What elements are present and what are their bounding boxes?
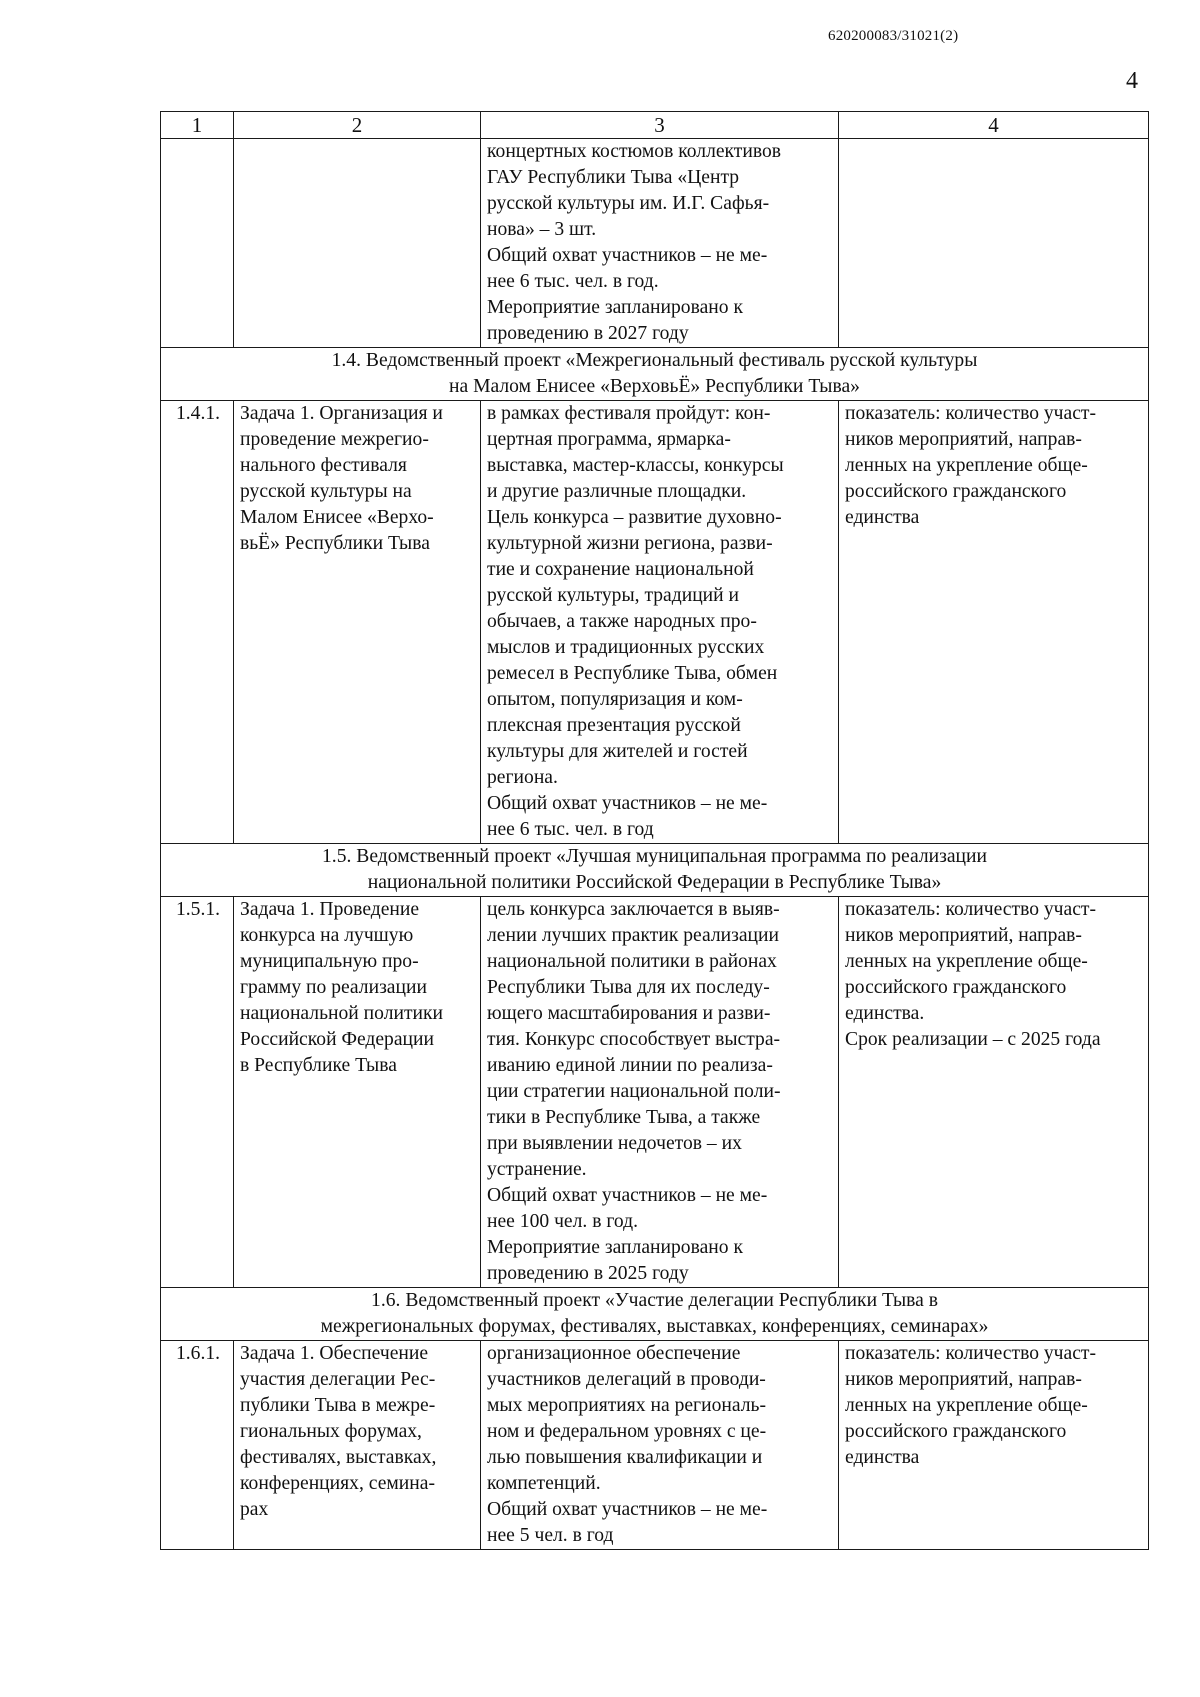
description-cell: в рамках фестиваля пройдут: кон- цертная программа, ярмарка- выставка, мастер-классы, конкурсы и другие различные площадки. Цель конкурса – развитие духовно- культурной жизни региона, разви- тие и сохранение национальной русской культуры, традиций и обычаев, а также народных про- мыслов и традиционных русских ремесел в Республике Тыва, обмен опытом, популяризация и ком- плексная презентация русской культуры для жителей и гостей региона. Общий охват участников – не ме- нее 6 тыс. чел. в год <box>481 401 839 844</box>
section-title-line: на Малом Енисее «ВерховьЁ» Республики Тыва» <box>449 376 860 397</box>
table-row <box>161 139 1149 348</box>
section-header-row <box>161 844 1149 897</box>
indicator-cell: показатель: количество участ- ников мероприятий, направ- ленных на укрепление обще- российского гражданского единства <box>839 1341 1149 1550</box>
task-cell: Задача 1. Обеспечение участия делегации Рес- публики Тыва в межре- гиональных форумах, фестивалях, выставках, конференциях, семина- рах <box>234 1341 481 1550</box>
column-number-2: 2 <box>234 112 481 139</box>
task-cell: Задача 1. Организация и проведение межрегио- нального фестиваля русской культуры на Малом Енисее «Верхо- вьЁ» Республики Тыва <box>234 401 481 844</box>
section-header-row <box>161 1288 1149 1341</box>
task-cell: Задача 1. Проведение конкурса на лучшую муниципальную про- грамму по реализации национальной политики Российской Федерации в Республике Тыва <box>234 897 481 1288</box>
description-cell: цель конкурса заключается в выяв- лении лучших практик реализации национальной политики в районах Республики Тыва для их последу- ющего масштабирования и разви- тия. Конкурс способствует выстра- иванию единой линии по реализа- ции стратегии национальной поли- тики в Республике Тыва, а также при выявлении недочетов – их устранение. Общий охват участников – не ме- нее 100 чел. в год. Мероприятие запланировано к проведению в 2025 году <box>481 897 839 1288</box>
row-number: 1.6.1. <box>161 1341 234 1550</box>
table-row <box>161 1341 1149 1550</box>
section-title-line: 1.5. Ведомственный проект «Лучшая муниципальная программа по реализации <box>322 846 987 867</box>
description-cell: организационное обеспечение участников делегаций в проводи- мых мероприятиях на региональ- ном и федеральном уровнях с це- лью повышения квалификации и компетенций. Общий охват участников – не ме- нее 5 чел. в год <box>481 1341 839 1550</box>
task-cell <box>234 139 481 348</box>
indicator-cell: показатель: количество участ- ников мероприятий, направ- ленных на укрепление обще- российского гражданского единства. Срок реализации – с 2025 года <box>839 897 1149 1288</box>
row-number: 1.5.1. <box>161 897 234 1288</box>
column-number-row <box>161 112 1149 139</box>
indicator-cell: показатель: количество участ- ников мероприятий, направ- ленных на укрепление обще- российского гражданского единства <box>839 401 1149 844</box>
program-table <box>160 111 1149 1550</box>
column-number-3: 3 <box>481 112 839 139</box>
section-title-line: 1.4. Ведомственный проект «Межрегиональный фестиваль русской культуры <box>331 350 978 371</box>
description-cell: концертных костюмов коллективов ГАУ Республики Тыва «Центр русской культуры им. И.Г. Сафья- нова» – 3 шт. Общий охват участников – не ме- нее 6 тыс. чел. в год. Мероприятие запланировано к проведению в 2027 году <box>481 139 839 348</box>
page-number: 4 <box>1126 68 1138 94</box>
row-number <box>161 139 234 348</box>
section-title-line: межрегиональных форумах, фестивалях, выставках, конференциях, семинарах» <box>320 1316 989 1337</box>
table-row <box>161 401 1149 844</box>
section-title <box>161 348 1149 401</box>
section-title-line: 1.6. Ведомственный проект «Участие делегации Республики Тыва в <box>371 1290 938 1311</box>
section-title <box>161 1288 1149 1341</box>
row-number: 1.4.1. <box>161 401 234 844</box>
column-number-1: 1 <box>161 112 234 139</box>
section-title <box>161 844 1149 897</box>
section-title-line: национальной политики Российской Федерации в Республике Тыва» <box>367 872 942 893</box>
indicator-cell <box>839 139 1149 348</box>
table-row <box>161 897 1149 1288</box>
section-header-row <box>161 348 1149 401</box>
column-number-4: 4 <box>839 112 1149 139</box>
document-id: 620200083/31021(2) <box>828 28 959 44</box>
